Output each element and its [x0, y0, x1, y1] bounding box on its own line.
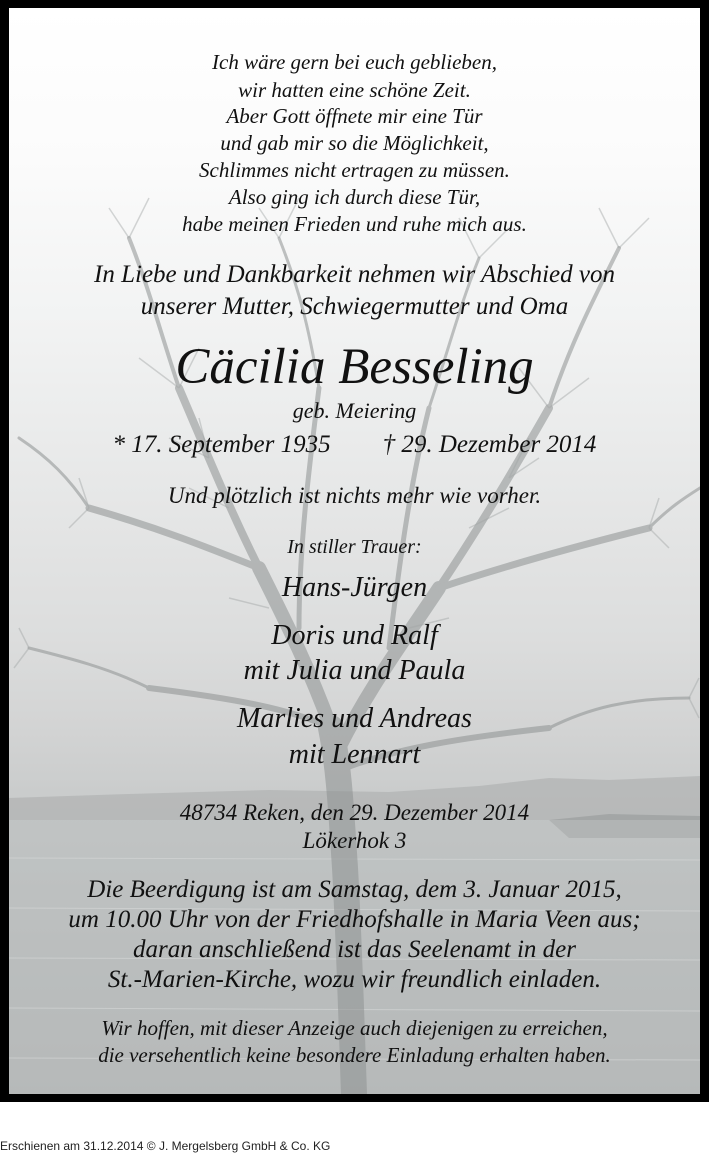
closing-line: Wir hoffen, mit dieser Anzeige auch diejenigen zu erreichen,: [101, 1016, 608, 1040]
grief-label: In stiller Trauer:: [287, 536, 422, 558]
birth-date: * 17. September 1935: [112, 431, 331, 458]
funeral-line: daran anschließend ist das Seelenamt in der: [133, 936, 576, 963]
death-date: † 29. Dezember 2014: [382, 431, 597, 458]
funeral-line: um 10.00 Uhr von der Friedhofshalle in Maria Veen aus;: [68, 906, 641, 933]
funeral-line: Die Beerdigung ist am Samstag, dem 3. Januar 2015,: [87, 876, 622, 903]
poem-line: habe meinen Frieden und ruhe mich aus.: [182, 212, 527, 236]
poem-line: wir hatten eine schöne Zeit.: [238, 78, 471, 102]
poem-line: und gab mir so die Möglichkeit,: [220, 131, 489, 155]
closing-line: die versehentlich keine besondere Einladung erhalten haben.: [98, 1043, 611, 1067]
publication-footer: Erschienen am 31.12.2014 © J. Mergelsberg GmbH & Co. KG: [0, 1139, 331, 1153]
family-member: mit Lennart: [288, 739, 421, 770]
family-member: Marlies und Andreas: [237, 703, 472, 734]
obituary-content: [9, 8, 700, 1094]
poem-line: Also ging ich durch diese Tür,: [228, 185, 481, 209]
address-line: 48734 Reken, den 29. Dezember 2014: [179, 800, 530, 825]
poem-line: Ich wäre gern bei euch geblieben,: [212, 50, 497, 74]
quote: Und plötzlich ist nichts mehr wie vorher.: [167, 483, 542, 508]
life-dates: [9, 431, 700, 459]
intro-line: unserer Mutter, Schwiegermutter und Oma: [140, 293, 569, 320]
family-member: mit Julia und Paula: [243, 655, 466, 686]
family-member: Hans-Jürgen: [281, 572, 428, 603]
obituary-panel: [9, 8, 700, 1094]
intro-line: In Liebe und Dankbarkeit nehmen wir Abschied von: [94, 261, 615, 288]
family-member: Doris und Ralf: [271, 620, 438, 651]
birth-name: geb. Meiering: [292, 398, 417, 423]
poem-line: Aber Gott öffnete mir eine Tür: [226, 104, 483, 128]
funeral-line: St.-Marien-Kirche, wozu wir freundlich einladen.: [107, 966, 602, 993]
address-line: Lökerhok 3: [302, 828, 407, 853]
deceased-name: Cäcilia Besseling: [175, 339, 534, 395]
poem-line: Schlimmes nicht ertragen zu müssen.: [199, 158, 510, 182]
